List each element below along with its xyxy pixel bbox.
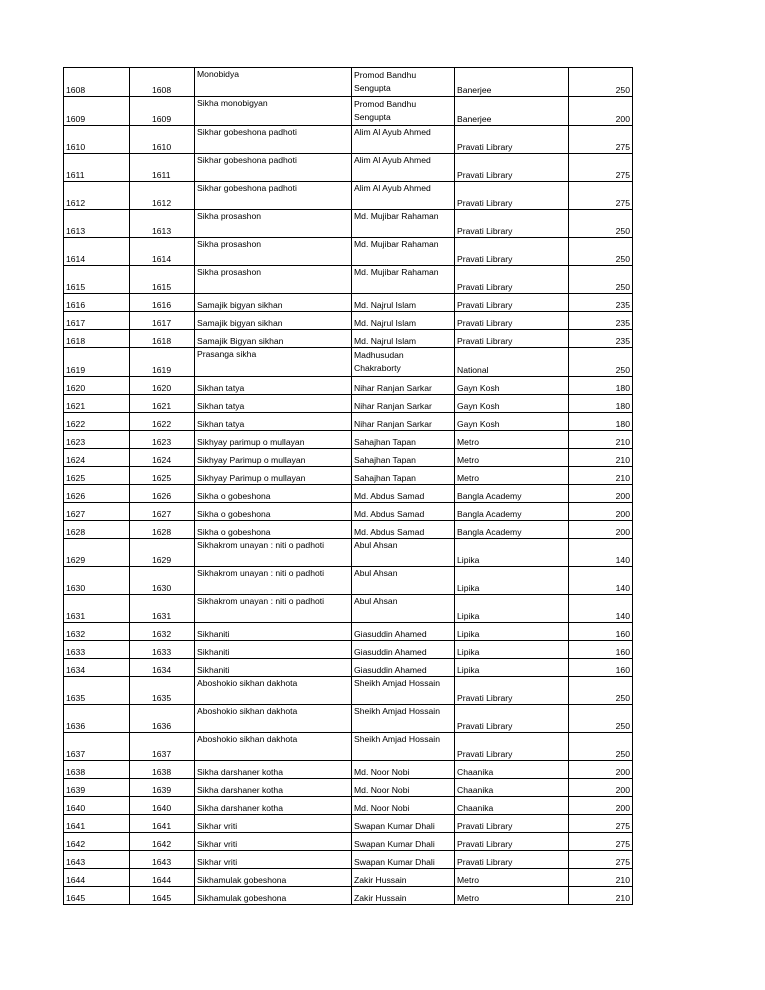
- publisher-cell: Metro: [455, 869, 569, 887]
- accession-number-cell: 1631: [130, 595, 195, 623]
- publisher-cell: Bangla Academy: [455, 485, 569, 503]
- author-cell: Md. Najrul Islam: [352, 312, 455, 330]
- accession-number-cell: 1644: [130, 869, 195, 887]
- serial-number-cell: 1617: [64, 312, 130, 330]
- price-cell: 250: [569, 705, 633, 733]
- title-cell: Sikha darshaner kotha: [195, 761, 352, 779]
- price-cell: 200: [569, 797, 633, 815]
- serial-number-cell: 1630: [64, 567, 130, 595]
- publisher-cell: Pravati Library: [455, 126, 569, 154]
- price-cell: 275: [569, 126, 633, 154]
- author-cell: Promod Bandhu Sengupta: [352, 68, 455, 97]
- accession-number-cell: 1611: [130, 154, 195, 182]
- author-cell: Md. Abdus Samad: [352, 485, 455, 503]
- publisher-cell: Lipika: [455, 623, 569, 641]
- table-row: [64, 210, 633, 238]
- title-cell: Sikhaniti: [195, 623, 352, 641]
- author-cell: Md. Mujibar Rahaman: [352, 266, 455, 294]
- serial-number-cell: 1625: [64, 467, 130, 485]
- accession-number-cell: 1636: [130, 705, 195, 733]
- title-cell: Samajik bigyan sikhan: [195, 294, 352, 312]
- serial-number-cell: 1634: [64, 659, 130, 677]
- title-cell: Aboshokio sikhan dakhota: [195, 733, 352, 761]
- accession-number-cell: 1639: [130, 779, 195, 797]
- publisher-cell: Pravati Library: [455, 733, 569, 761]
- title-cell: Sikhyay Parimup o mullayan: [195, 467, 352, 485]
- price-cell: 180: [569, 377, 633, 395]
- table-row: [64, 431, 633, 449]
- author-cell: Swapan Kumar Dhali: [352, 851, 455, 869]
- price-cell: 200: [569, 485, 633, 503]
- publisher-cell: Pravati Library: [455, 238, 569, 266]
- accession-number-cell: 1638: [130, 761, 195, 779]
- author-cell: Giasuddin Ahamed: [352, 623, 455, 641]
- publisher-cell: Chaanika: [455, 779, 569, 797]
- publisher-cell: Metro: [455, 887, 569, 905]
- accession-number-cell: 1613: [130, 210, 195, 238]
- serial-number-cell: 1613: [64, 210, 130, 238]
- price-cell: 160: [569, 641, 633, 659]
- serial-number-cell: 1631: [64, 595, 130, 623]
- table-row: [64, 779, 633, 797]
- author-cell: Sahajhan Tapan: [352, 449, 455, 467]
- accession-number-cell: 1640: [130, 797, 195, 815]
- author-cell: Nihar Ranjan Sarkar: [352, 395, 455, 413]
- author-cell: Swapan Kumar Dhali: [352, 833, 455, 851]
- publisher-cell: Lipika: [455, 641, 569, 659]
- publisher-cell: Pravati Library: [455, 312, 569, 330]
- serial-number-cell: 1639: [64, 779, 130, 797]
- title-cell: Sikhyay Parimup o mullayan: [195, 449, 352, 467]
- serial-number-cell: 1629: [64, 539, 130, 567]
- title-cell: Sikhan tatya: [195, 413, 352, 431]
- price-cell: 200: [569, 521, 633, 539]
- table-row: [64, 182, 633, 210]
- author-cell: Alim Al Ayub Ahmed: [352, 126, 455, 154]
- price-cell: 235: [569, 330, 633, 348]
- table-row: [64, 705, 633, 733]
- author-cell: Swapan Kumar Dhali: [352, 815, 455, 833]
- title-cell: Samajik bigyan sikhan: [195, 312, 352, 330]
- table-row: [64, 126, 633, 154]
- author-cell: Md. Noor Nobi: [352, 779, 455, 797]
- publisher-cell: Pravati Library: [455, 182, 569, 210]
- table-row: [64, 330, 633, 348]
- serial-number-cell: 1615: [64, 266, 130, 294]
- accession-number-cell: 1616: [130, 294, 195, 312]
- serial-number-cell: 1644: [64, 869, 130, 887]
- accession-number-cell: 1621: [130, 395, 195, 413]
- table-row: [64, 761, 633, 779]
- publisher-cell: Lipika: [455, 595, 569, 623]
- price-cell: 180: [569, 395, 633, 413]
- price-cell: 250: [569, 238, 633, 266]
- serial-number-cell: 1640: [64, 797, 130, 815]
- accession-number-cell: 1633: [130, 641, 195, 659]
- table-row: [64, 266, 633, 294]
- title-cell: Sikhamulak gobeshona: [195, 887, 352, 905]
- author-cell: Madhusudan Chakraborty: [352, 348, 455, 377]
- price-cell: 160: [569, 623, 633, 641]
- accession-number-cell: 1645: [130, 887, 195, 905]
- accession-number-cell: 1630: [130, 567, 195, 595]
- publisher-cell: Banerjee: [455, 97, 569, 126]
- author-cell: Zakir Hussain: [352, 887, 455, 905]
- accession-number-cell: 1610: [130, 126, 195, 154]
- title-cell: Samajik Bigyan sikhan: [195, 330, 352, 348]
- accession-number-cell: 1609: [130, 97, 195, 126]
- accession-number-cell: 1617: [130, 312, 195, 330]
- title-cell: Sikhyay parimup o mullayan: [195, 431, 352, 449]
- price-cell: 250: [569, 348, 633, 377]
- accession-number-cell: 1614: [130, 238, 195, 266]
- table-row: [64, 449, 633, 467]
- table-row: [64, 677, 633, 705]
- table-row: [64, 797, 633, 815]
- table-row: [64, 521, 633, 539]
- serial-number-cell: 1614: [64, 238, 130, 266]
- serial-number-cell: 1632: [64, 623, 130, 641]
- table-row: [64, 539, 633, 567]
- title-cell: Sikhan tatya: [195, 395, 352, 413]
- publisher-cell: Lipika: [455, 567, 569, 595]
- title-cell: Sikha prosashon: [195, 210, 352, 238]
- title-cell: Sikhakrom unayan : niti o padhoti: [195, 595, 352, 623]
- table-row: [64, 377, 633, 395]
- publisher-cell: Metro: [455, 449, 569, 467]
- publisher-cell: Pravati Library: [455, 833, 569, 851]
- accession-number-cell: 1619: [130, 348, 195, 377]
- table-row: [64, 348, 633, 377]
- price-cell: 200: [569, 97, 633, 126]
- price-cell: 235: [569, 294, 633, 312]
- price-cell: 200: [569, 761, 633, 779]
- author-cell: Alim Al Ayub Ahmed: [352, 182, 455, 210]
- author-cell: Promod Bandhu Sengupta: [352, 97, 455, 126]
- serial-number-cell: 1616: [64, 294, 130, 312]
- serial-number-cell: 1645: [64, 887, 130, 905]
- price-cell: 235: [569, 312, 633, 330]
- publisher-cell: Pravati Library: [455, 705, 569, 733]
- serial-number-cell: 1624: [64, 449, 130, 467]
- table-row: [64, 567, 633, 595]
- accession-number-cell: 1620: [130, 377, 195, 395]
- author-cell: Sheikh Amjad Hossain: [352, 677, 455, 705]
- title-cell: Sikhaniti: [195, 659, 352, 677]
- accession-number-cell: 1625: [130, 467, 195, 485]
- serial-number-cell: 1628: [64, 521, 130, 539]
- table-row: [64, 294, 633, 312]
- title-cell: Sikha darshaner kotha: [195, 797, 352, 815]
- table-row: [64, 413, 633, 431]
- serial-number-cell: 1620: [64, 377, 130, 395]
- serial-number-cell: 1608: [64, 68, 130, 97]
- title-cell: Sikhar gobeshona padhoti: [195, 182, 352, 210]
- serial-number-cell: 1610: [64, 126, 130, 154]
- serial-number-cell: 1643: [64, 851, 130, 869]
- author-cell: Giasuddin Ahamed: [352, 659, 455, 677]
- title-cell: Sikha monobigyan: [195, 97, 352, 126]
- table-row: [64, 485, 633, 503]
- title-cell: Sikha prosashon: [195, 266, 352, 294]
- price-cell: 250: [569, 210, 633, 238]
- author-cell: Md. Abdus Samad: [352, 503, 455, 521]
- publisher-cell: Pravati Library: [455, 815, 569, 833]
- title-cell: Sikhamulak gobeshona: [195, 869, 352, 887]
- publisher-cell: Chaanika: [455, 797, 569, 815]
- publisher-cell: Pravati Library: [455, 330, 569, 348]
- author-cell: Md. Najrul Islam: [352, 294, 455, 312]
- publisher-cell: Bangla Academy: [455, 503, 569, 521]
- price-cell: 200: [569, 779, 633, 797]
- author-cell: Nihar Ranjan Sarkar: [352, 413, 455, 431]
- serial-number-cell: 1621: [64, 395, 130, 413]
- price-cell: 250: [569, 266, 633, 294]
- author-cell: Sahajhan Tapan: [352, 467, 455, 485]
- accession-number-cell: 1641: [130, 815, 195, 833]
- table-row: [64, 97, 633, 126]
- title-cell: Sikhar vriti: [195, 833, 352, 851]
- price-cell: 275: [569, 815, 633, 833]
- author-cell: Md. Najrul Islam: [352, 330, 455, 348]
- publisher-cell: Gayn Kosh: [455, 377, 569, 395]
- serial-number-cell: 1609: [64, 97, 130, 126]
- accession-number-cell: 1632: [130, 623, 195, 641]
- publisher-cell: Pravati Library: [455, 154, 569, 182]
- serial-number-cell: 1612: [64, 182, 130, 210]
- title-cell: Sikhar vriti: [195, 815, 352, 833]
- table-row: [64, 395, 633, 413]
- serial-number-cell: 1618: [64, 330, 130, 348]
- publisher-cell: Banerjee: [455, 68, 569, 97]
- author-cell: Alim Al Ayub Ahmed: [352, 154, 455, 182]
- table-row: [64, 312, 633, 330]
- publisher-cell: Bangla Academy: [455, 521, 569, 539]
- serial-number-cell: 1622: [64, 413, 130, 431]
- serial-number-cell: 1641: [64, 815, 130, 833]
- publisher-cell: Gayn Kosh: [455, 395, 569, 413]
- title-cell: Sikhar vriti: [195, 851, 352, 869]
- publisher-cell: Pravati Library: [455, 294, 569, 312]
- title-cell: Sikha o gobeshona: [195, 503, 352, 521]
- author-cell: Zakir Hussain: [352, 869, 455, 887]
- publisher-cell: Lipika: [455, 659, 569, 677]
- author-cell: Md. Mujibar Rahaman: [352, 210, 455, 238]
- price-cell: 250: [569, 733, 633, 761]
- serial-number-cell: 1611: [64, 154, 130, 182]
- price-cell: 275: [569, 154, 633, 182]
- publisher-cell: Gayn Kosh: [455, 413, 569, 431]
- price-cell: 140: [569, 595, 633, 623]
- author-cell: Md. Noor Nobi: [352, 797, 455, 815]
- price-cell: 140: [569, 567, 633, 595]
- author-cell: Md. Noor Nobi: [352, 761, 455, 779]
- table-body: [64, 68, 633, 905]
- author-cell: Sheikh Amjad Hossain: [352, 705, 455, 733]
- table-row: [64, 595, 633, 623]
- serial-number-cell: 1642: [64, 833, 130, 851]
- price-cell: 275: [569, 833, 633, 851]
- table-row: [64, 815, 633, 833]
- price-cell: 210: [569, 869, 633, 887]
- accession-number-cell: 1618: [130, 330, 195, 348]
- title-cell: Sikhar gobeshona padhoti: [195, 126, 352, 154]
- price-cell: 200: [569, 503, 633, 521]
- serial-number-cell: 1626: [64, 485, 130, 503]
- table-row: [64, 869, 633, 887]
- table-row: [64, 503, 633, 521]
- table-row: [64, 641, 633, 659]
- author-cell: Abul Ahsan: [352, 539, 455, 567]
- serial-number-cell: 1638: [64, 761, 130, 779]
- author-cell: Sheikh Amjad Hossain: [352, 733, 455, 761]
- author-cell: Sahajhan Tapan: [352, 431, 455, 449]
- title-cell: Sikhakrom unayan : niti o padhoti: [195, 539, 352, 567]
- accession-number-cell: 1642: [130, 833, 195, 851]
- title-cell: Sikha darshaner kotha: [195, 779, 352, 797]
- title-cell: Sikhaniti: [195, 641, 352, 659]
- publisher-cell: National: [455, 348, 569, 377]
- price-cell: 210: [569, 887, 633, 905]
- table-row: [64, 467, 633, 485]
- author-cell: Giasuddin Ahamed: [352, 641, 455, 659]
- serial-number-cell: 1636: [64, 705, 130, 733]
- price-cell: 140: [569, 539, 633, 567]
- price-cell: 250: [569, 677, 633, 705]
- table-row: [64, 238, 633, 266]
- title-cell: Monobidya: [195, 68, 352, 97]
- publisher-cell: Metro: [455, 467, 569, 485]
- table-row: [64, 68, 633, 97]
- accession-number-cell: 1612: [130, 182, 195, 210]
- table-row: [64, 833, 633, 851]
- price-cell: 210: [569, 467, 633, 485]
- serial-number-cell: 1619: [64, 348, 130, 377]
- price-cell: 160: [569, 659, 633, 677]
- price-cell: 180: [569, 413, 633, 431]
- accession-number-cell: 1637: [130, 733, 195, 761]
- title-cell: Sikha o gobeshona: [195, 485, 352, 503]
- title-cell: Sikhan tatya: [195, 377, 352, 395]
- serial-number-cell: 1635: [64, 677, 130, 705]
- table-row: [64, 733, 633, 761]
- price-cell: 250: [569, 68, 633, 97]
- table-row: [64, 851, 633, 869]
- publisher-cell: Pravati Library: [455, 266, 569, 294]
- accession-number-cell: 1608: [130, 68, 195, 97]
- accession-number-cell: 1627: [130, 503, 195, 521]
- serial-number-cell: 1637: [64, 733, 130, 761]
- title-cell: Sikha o gobeshona: [195, 521, 352, 539]
- accession-number-cell: 1635: [130, 677, 195, 705]
- publisher-cell: Metro: [455, 431, 569, 449]
- accession-number-cell: 1629: [130, 539, 195, 567]
- accession-number-cell: 1643: [130, 851, 195, 869]
- serial-number-cell: 1627: [64, 503, 130, 521]
- book-list-table: [63, 67, 633, 905]
- title-cell: Aboshokio sikhan dakhota: [195, 677, 352, 705]
- title-cell: Prasanga sikha: [195, 348, 352, 377]
- publisher-cell: Chaanika: [455, 761, 569, 779]
- author-cell: Abul Ahsan: [352, 595, 455, 623]
- title-cell: Aboshokio sikhan dakhota: [195, 705, 352, 733]
- accession-number-cell: 1615: [130, 266, 195, 294]
- author-cell: Md. Mujibar Rahaman: [352, 238, 455, 266]
- accession-number-cell: 1628: [130, 521, 195, 539]
- author-cell: Nihar Ranjan Sarkar: [352, 377, 455, 395]
- price-cell: 275: [569, 851, 633, 869]
- accession-number-cell: 1624: [130, 449, 195, 467]
- publisher-cell: Pravati Library: [455, 210, 569, 238]
- publisher-cell: Pravati Library: [455, 851, 569, 869]
- serial-number-cell: 1633: [64, 641, 130, 659]
- title-cell: Sikhakrom unayan : niti o padhoti: [195, 567, 352, 595]
- author-cell: Md. Abdus Samad: [352, 521, 455, 539]
- price-cell: 210: [569, 431, 633, 449]
- accession-number-cell: 1626: [130, 485, 195, 503]
- accession-number-cell: 1622: [130, 413, 195, 431]
- table-row: [64, 154, 633, 182]
- title-cell: Sikhar gobeshona padhoti: [195, 154, 352, 182]
- price-cell: 210: [569, 449, 633, 467]
- table-row: [64, 659, 633, 677]
- serial-number-cell: 1623: [64, 431, 130, 449]
- author-cell: Abul Ahsan: [352, 567, 455, 595]
- accession-number-cell: 1623: [130, 431, 195, 449]
- accession-number-cell: 1634: [130, 659, 195, 677]
- table-row: [64, 887, 633, 905]
- publisher-cell: Pravati Library: [455, 677, 569, 705]
- publisher-cell: Lipika: [455, 539, 569, 567]
- price-cell: 275: [569, 182, 633, 210]
- title-cell: Sikha prosashon: [195, 238, 352, 266]
- table-row: [64, 623, 633, 641]
